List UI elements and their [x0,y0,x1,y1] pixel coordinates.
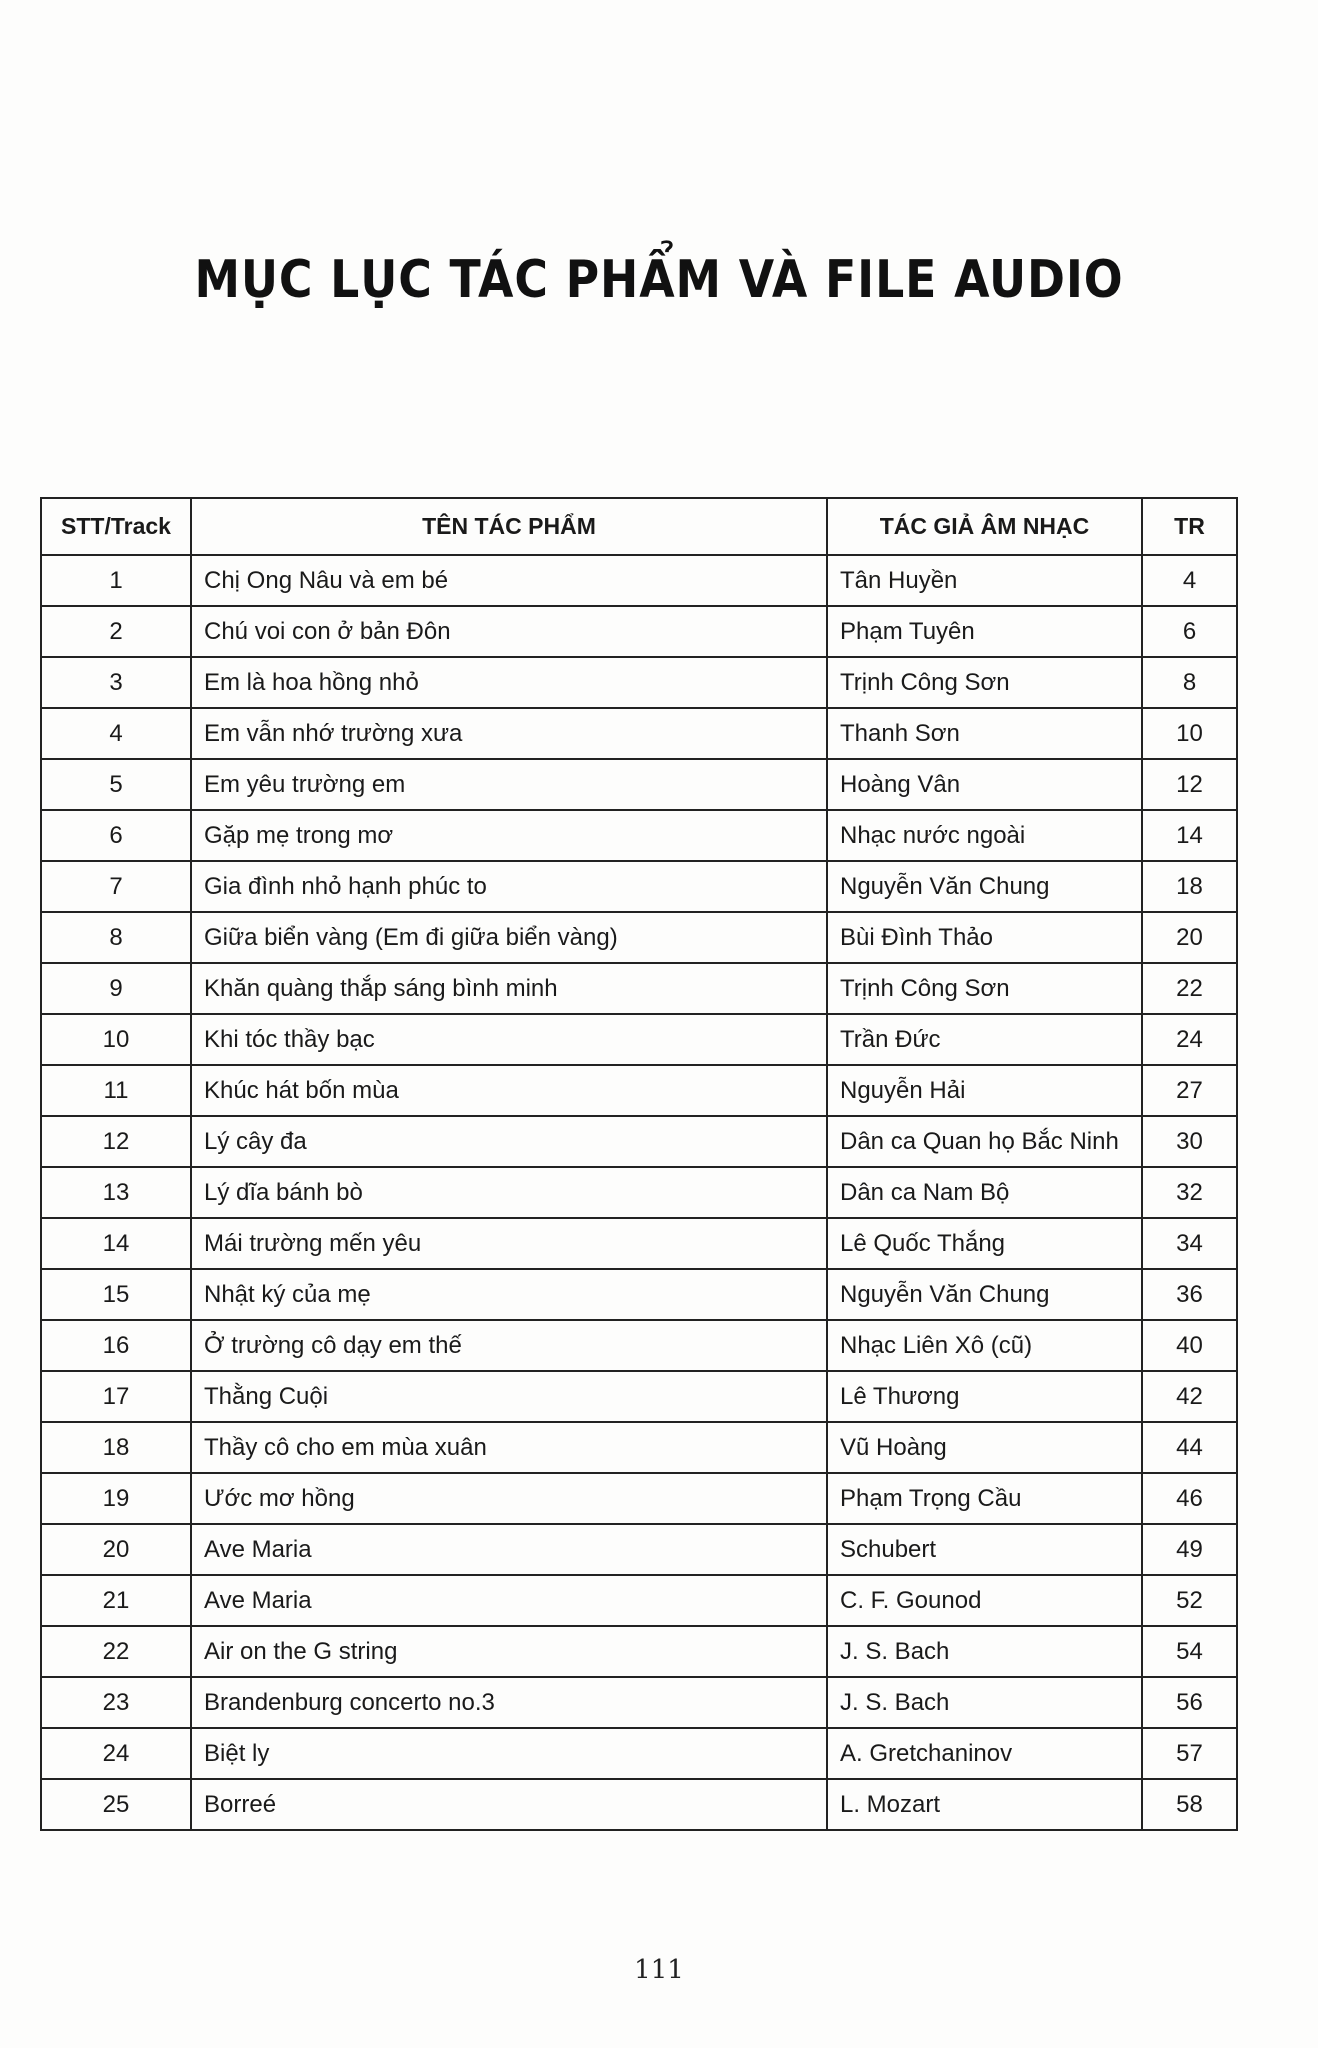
song-title: Em là hoa hồng nhỏ [191,657,827,708]
table-row [41,1116,1237,1167]
song-title: Mái trường mến yêu [191,1218,827,1269]
page-ref: 27 [1142,1065,1237,1116]
song-title: Thằng Cuội [191,1371,827,1422]
track-number: 14 [41,1218,191,1269]
page-ref: 8 [1142,657,1237,708]
track-number: 10 [41,1014,191,1065]
page-number: 111 [634,1955,684,1985]
table-row [41,1677,1237,1728]
table-row [41,1014,1237,1065]
track-number: 23 [41,1677,191,1728]
table-row [41,1167,1237,1218]
page-ref: 30 [1142,1116,1237,1167]
page-ref: 36 [1142,1269,1237,1320]
composer: Thanh Sơn [827,708,1142,759]
page-ref: 46 [1142,1473,1237,1524]
song-title: Gia đình nhỏ hạnh phúc to [191,861,827,912]
page-ref: 49 [1142,1524,1237,1575]
track-number: 24 [41,1728,191,1779]
header-track: STT/Track [41,498,191,555]
song-title: Khúc hát bốn mùa [191,1065,827,1116]
composer: Tân Huyền [827,555,1142,606]
song-title: Air on the G string [191,1626,827,1677]
table-row [41,963,1237,1014]
page-ref: 52 [1142,1575,1237,1626]
table-row [41,912,1237,963]
composer: Phạm Trọng Cầu [827,1473,1142,1524]
track-number: 25 [41,1779,191,1830]
track-number: 17 [41,1371,191,1422]
page-ref: 44 [1142,1422,1237,1473]
page-ref: 56 [1142,1677,1237,1728]
composer: Vũ Hoàng [827,1422,1142,1473]
song-title: Chị Ong Nâu và em bé [191,555,827,606]
composer: Bùi Đình Thảo [827,912,1142,963]
table-header-row [41,498,1237,555]
table-row [41,1473,1237,1524]
composer: J. S. Bach [827,1626,1142,1677]
track-number: 18 [41,1422,191,1473]
table-row [41,1626,1237,1677]
table-row [41,861,1237,912]
table-row [41,1269,1237,1320]
composer: Dân ca Nam Bộ [827,1167,1142,1218]
composer: Schubert [827,1524,1142,1575]
track-number: 2 [41,606,191,657]
song-title: Thầy cô cho em mùa xuân [191,1422,827,1473]
track-number: 1 [41,555,191,606]
song-title: Ave Maria [191,1524,827,1575]
page-ref: 22 [1142,963,1237,1014]
track-number: 4 [41,708,191,759]
composer: Phạm Tuyên [827,606,1142,657]
composer: Trịnh Công Sơn [827,963,1142,1014]
page-ref: 42 [1142,1371,1237,1422]
table-row [41,1728,1237,1779]
composer: Nguyễn Văn Chung [827,1269,1142,1320]
table-row [41,555,1237,606]
table-row [41,1371,1237,1422]
song-title: Ước mơ hồng [191,1473,827,1524]
track-number: 15 [41,1269,191,1320]
song-title: Brandenburg concerto no.3 [191,1677,827,1728]
track-number: 22 [41,1626,191,1677]
track-number: 9 [41,963,191,1014]
track-number: 5 [41,759,191,810]
track-number: 13 [41,1167,191,1218]
page-ref: 40 [1142,1320,1237,1371]
table-row [41,1218,1237,1269]
page-ref: 34 [1142,1218,1237,1269]
song-title: Em vẫn nhớ trường xưa [191,708,827,759]
table-body [41,555,1237,1830]
header-composer: TÁC GIẢ ÂM NHẠC [827,498,1142,555]
composer: Lê Quốc Thắng [827,1218,1142,1269]
track-number: 3 [41,657,191,708]
table-row [41,1524,1237,1575]
track-number: 7 [41,861,191,912]
composer: Nguyễn Văn Chung [827,861,1142,912]
song-title: Lý dĩa bánh bò [191,1167,827,1218]
table-row [41,1320,1237,1371]
table-row [41,810,1237,861]
page-ref: 4 [1142,555,1237,606]
composer: Dân ca Quan họ Bắc Ninh [827,1116,1142,1167]
track-number: 12 [41,1116,191,1167]
song-title: Lý cây đa [191,1116,827,1167]
page-ref: 32 [1142,1167,1237,1218]
song-title: Em yêu trường em [191,759,827,810]
composer: Nhạc nước ngoài [827,810,1142,861]
page-ref: 10 [1142,708,1237,759]
table-row [41,1575,1237,1626]
header-page: TR [1142,498,1237,555]
song-title: Ave Maria [191,1575,827,1626]
composer: J. S. Bach [827,1677,1142,1728]
composer: Trần Đức [827,1014,1142,1065]
header-title: TÊN TÁC PHẨM [191,498,827,555]
page-ref: 12 [1142,759,1237,810]
track-number: 16 [41,1320,191,1371]
track-number: 6 [41,810,191,861]
track-number: 11 [41,1065,191,1116]
track-number: 21 [41,1575,191,1626]
page-ref: 14 [1142,810,1237,861]
song-title: Nhật ký của mẹ [191,1269,827,1320]
song-title: Gặp mẹ trong mơ [191,810,827,861]
page-ref: 6 [1142,606,1237,657]
composer: Trịnh Công Sơn [827,657,1142,708]
composer: Nguyễn Hải [827,1065,1142,1116]
song-title: Khi tóc thầy bạc [191,1014,827,1065]
composer: Lê Thương [827,1371,1142,1422]
composer: C. F. Gounod [827,1575,1142,1626]
composer: Hoàng Vân [827,759,1142,810]
track-number: 19 [41,1473,191,1524]
song-title: Giữa biển vàng (Em đi giữa biển vàng) [191,912,827,963]
table-row [41,708,1237,759]
table-row [41,1065,1237,1116]
song-title: Chú voi con ở bản Đôn [191,606,827,657]
page-ref: 54 [1142,1626,1237,1677]
table-row [41,1422,1237,1473]
table-row [41,606,1237,657]
page-ref: 57 [1142,1728,1237,1779]
table-row [41,1779,1237,1830]
composer: Nhạc Liên Xô (cũ) [827,1320,1142,1371]
song-title: Borreé [191,1779,827,1830]
contents-table [40,497,1238,1831]
page-ref: 18 [1142,861,1237,912]
page-title: MỤC LỤC TÁC PHẨM VÀ FILE AUDIO [194,250,1124,310]
track-number: 8 [41,912,191,963]
table-row [41,759,1237,810]
page-ref: 20 [1142,912,1237,963]
composer: L. Mozart [827,1779,1142,1830]
composer: A. Gretchaninov [827,1728,1142,1779]
page-ref: 24 [1142,1014,1237,1065]
track-number: 20 [41,1524,191,1575]
song-title: Khăn quàng thắp sáng bình minh [191,963,827,1014]
song-title: Biệt ly [191,1728,827,1779]
table-row [41,657,1237,708]
page-ref: 58 [1142,1779,1237,1830]
song-title: Ở trường cô dạy em thế [191,1320,827,1371]
